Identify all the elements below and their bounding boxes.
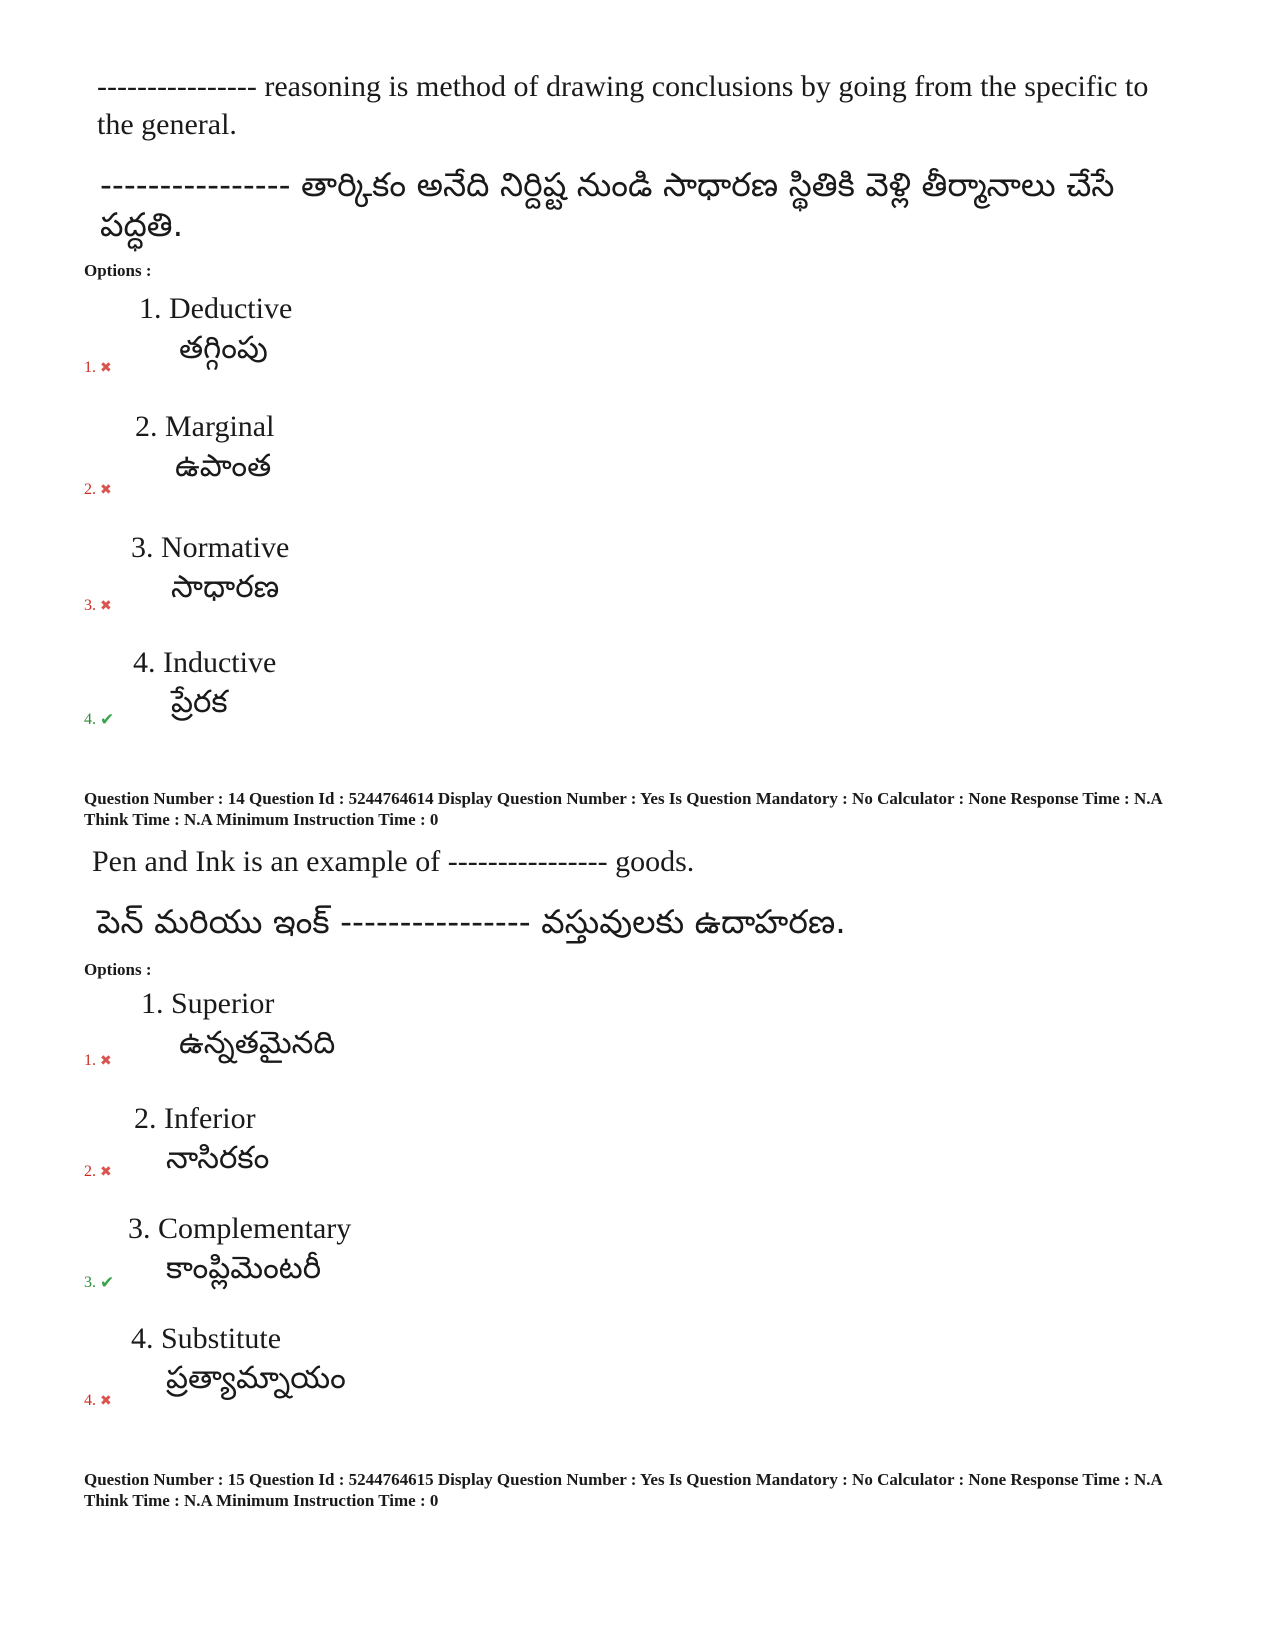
option-number: 3.: [84, 1274, 96, 1291]
question-14-meta: Question Number : 14 Question Id : 5244764614 Display Question Number : Yes Is Question Mandatory : No Calculator : None Response Time : N.A Think Time : N.A Minimum Instruction Time : 0: [84, 789, 1162, 829]
cross-icon: ✖: [100, 360, 112, 376]
question-13-text-en: ---------------- reasoning is method of drawing conclusions by going from the specific to the general.: [97, 70, 1149, 141]
option-3-text-en: 3. Complementary: [128, 1212, 352, 1245]
option-4-text-en: 4. Substitute: [131, 1322, 282, 1355]
option-1-text-te: తగ్గింపు: [179, 330, 268, 366]
option-2-marker: [84, 1163, 112, 1181]
option-number: 1.: [84, 1052, 96, 1069]
option-number: 4.: [84, 711, 96, 728]
option-4-text-te: ప్రేరక: [171, 684, 228, 720]
option-2-text-te: నాసిరకం: [166, 1140, 270, 1176]
question-15-meta: Question Number : 15 Question Id : 5244764615 Display Question Number : Yes Is Question Mandatory : No Calculator : None Response Time : N.A Think Time : N.A Minimum Instruction Time : 0: [84, 1470, 1162, 1510]
option-3-text-en: 3. Normative: [131, 531, 290, 564]
option-1-text-en: 1. Deductive: [139, 292, 293, 325]
option-3-text-te: కాంప్లిమెంటరీ: [166, 1250, 322, 1286]
option-3-marker: [84, 1274, 114, 1292]
option-number: 1.: [84, 359, 96, 376]
option-4-text-te: ప్రత్యామ్నాయం: [166, 1360, 346, 1396]
option-1-marker: [84, 1052, 112, 1070]
option-2-marker: [84, 481, 112, 499]
option-1-text-te: ఉన్నతమైనది: [179, 1025, 336, 1061]
option-number: 4.: [84, 1392, 96, 1409]
cross-icon: ✖: [100, 598, 112, 614]
cross-icon: ✖: [100, 1164, 112, 1180]
option-1-marker: [84, 359, 112, 377]
question-14-text-te: పెన్ మరియు ఇంక్ ---------------- వస్తువులకు ఉదాహరణ.: [97, 902, 846, 941]
option-4-marker: [84, 1392, 112, 1410]
cross-icon: ✖: [100, 1053, 112, 1069]
option-number: 2.: [84, 1163, 96, 1180]
option-number: 2.: [84, 481, 96, 498]
option-1-text-en: 1. Superior: [141, 987, 275, 1020]
option-2-text-te: ఉపాంత: [175, 448, 272, 484]
cross-icon: ✖: [100, 1393, 112, 1409]
option-3-marker: [84, 597, 112, 615]
options-label: Options :: [84, 960, 152, 979]
cross-icon: ✖: [100, 482, 112, 498]
option-number: 3.: [84, 597, 96, 614]
options-label: Options :: [84, 261, 152, 280]
option-3-text-te: సాధారణ: [171, 569, 280, 605]
option-4-text-en: 4. Inductive: [133, 646, 277, 679]
option-4-marker: [84, 711, 114, 729]
check-icon: ✔: [100, 709, 115, 730]
option-2-text-en: 2. Inferior: [134, 1102, 256, 1135]
check-icon: ✔: [100, 1272, 115, 1293]
option-2-text-en: 2. Marginal: [135, 410, 275, 443]
question-14-text-en: Pen and Ink is an example of ---------------- goods.: [92, 845, 695, 878]
question-13-text-te: ---------------- తార్కికం అనేది నిర్దిష్ట నుండి సాధారణ స్థితికి వెళ్లి తీర్మానాలు చేసే పద్ధతి.: [100, 165, 1115, 244]
